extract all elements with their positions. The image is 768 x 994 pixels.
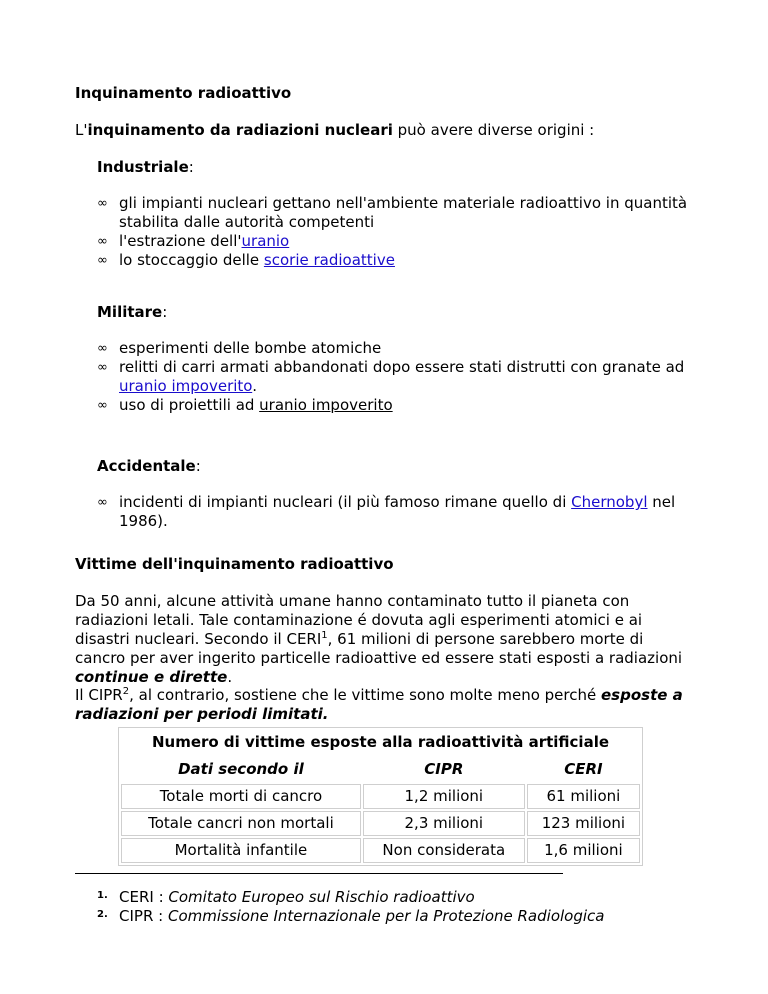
list-item-text: lo stoccaggio delle — [119, 251, 264, 269]
victims-heading: Vittime dell'inquinamento radioattivo — [75, 555, 394, 573]
bullet-icon: ∞ — [97, 398, 108, 413]
list-item — [97, 396, 697, 415]
footnote-sep: : — [153, 888, 169, 906]
list-item — [97, 251, 697, 270]
list-item — [97, 493, 717, 531]
table-cell: 1,6 milioni — [527, 838, 640, 863]
intro-bold: inquinamento da radiazioni nucleari — [87, 121, 393, 139]
footnote-ref-1: 1 — [321, 630, 328, 641]
link-scorie-radioattive[interactable]: scorie radioattive — [263, 251, 395, 269]
table-header-row — [121, 757, 640, 782]
table-header: Dati secondo il — [178, 760, 304, 778]
table-row — [121, 784, 640, 809]
list-accidentale — [97, 493, 717, 531]
table-caption-row — [121, 730, 640, 755]
list-item-text: gli impianti nucleari gettano nell'ambiente materiale radioattivo in quantità stabilita dalle autorità competenti — [119, 194, 688, 231]
footnote-number: 1. — [97, 890, 108, 901]
heading-colon: : — [162, 303, 168, 321]
link-chernobyl[interactable]: Chernobyl — [571, 493, 648, 511]
table-header: CIPR — [424, 760, 464, 778]
paragraph-text: , al contrario, sostiene che le vittime sono molte meno perché — [129, 686, 601, 704]
table-row — [121, 811, 640, 836]
list-item — [97, 339, 697, 358]
list-industriale — [97, 194, 697, 270]
table-cell: 123 milioni — [527, 811, 640, 836]
list-item — [97, 358, 697, 396]
victims-paragraph-2 — [75, 686, 695, 724]
bullet-icon: ∞ — [97, 360, 108, 375]
section-heading-accidentale — [97, 457, 201, 476]
list-item-text: esperimenti delle bombe atomiche — [119, 339, 382, 357]
emphasis-text: esposte a radiazioni per periodi limitati. — [75, 686, 683, 723]
link-uranio-impoverito-2[interactable]: uranio impoverito — [259, 396, 393, 414]
bullet-icon: ∞ — [97, 495, 108, 510]
table-cell: 61 milioni — [527, 784, 640, 809]
section-heading-label: Militare — [97, 303, 163, 321]
heading-colon: : — [188, 158, 194, 176]
bullet-icon: ∞ — [97, 341, 108, 356]
list-item — [97, 194, 697, 232]
section-heading-industriale — [97, 158, 194, 177]
intro-post: può avere diverse origini : — [392, 121, 595, 139]
section-heading-label: Accidentale — [97, 457, 196, 475]
page-title: Inquinamento radioattivo — [75, 84, 292, 102]
footnote-divider — [75, 873, 563, 874]
section-heading-militare — [97, 303, 167, 322]
bullet-icon: ∞ — [97, 253, 108, 268]
table-cell: 1,2 milioni — [363, 784, 525, 809]
bullet-icon: ∞ — [97, 234, 108, 249]
victims-table — [118, 727, 643, 866]
list-item-text: . — [252, 377, 257, 395]
footnote-ref-2: 2 — [122, 686, 130, 697]
section-heading-label: Industriale — [97, 158, 189, 176]
table-cell: Totale morti di cancro — [121, 784, 361, 809]
list-item-text: nel 1986). — [119, 493, 676, 530]
heading-colon: : — [195, 457, 201, 475]
table-row — [121, 838, 640, 863]
list-item-text: relitti di carri armati abbandonati dopo essere stati distrutti con granate ad — [119, 358, 685, 376]
intro-paragraph — [75, 121, 594, 140]
link-uranio-impoverito[interactable]: uranio impoverito — [119, 377, 253, 395]
table-cell: Mortalità infantile — [121, 838, 361, 863]
table-cell: Non considerata — [363, 838, 525, 863]
list-item-text: incidenti di impianti nucleari (il più famoso rimane quello di — [119, 493, 572, 511]
emphasis-text: continue e dirette — [75, 668, 228, 686]
table-caption: Numero di vittime esposte alla radioattività artificiale — [151, 733, 610, 751]
footnote-abbr: CERI — [119, 888, 154, 906]
footnote-text-wrap — [119, 907, 604, 926]
paragraph-text: Il CIPR — [75, 686, 123, 704]
table-cell: Totale cancri non mortali — [121, 811, 361, 836]
bullet-icon: ∞ — [97, 196, 108, 211]
footnote-text: Commissione Internazionale per la Protezione Radiologica — [167, 907, 605, 925]
table-cell: 2,3 milioni — [363, 811, 525, 836]
table-header: CERI — [564, 760, 603, 778]
paragraph-text: Da 50 anni, alcune attività umane hanno contaminato tutto il pianeta con radiazioni letali. Tale contaminazione é dovuta agli esperimenti atomici e ai disastri nucleari. Secondo il CERI — [75, 592, 643, 648]
list-militare — [97, 339, 697, 415]
footnote-abbr: CIPR — [119, 907, 154, 925]
link-uranio[interactable]: uranio — [241, 232, 290, 250]
list-item — [97, 232, 697, 251]
paragraph-text: . — [227, 668, 233, 686]
intro-pre: L' — [75, 121, 88, 139]
victims-paragraph-1 — [75, 592, 695, 687]
footnote-sep: : — [153, 907, 168, 925]
list-item-text: uso di proiettili ad — [119, 396, 260, 414]
paragraph-text: , 61 milioni di persone sarebbero morte di cancro per aver ingerito particelle radioattive ed essere stati esposti a radiazioni — [75, 630, 683, 667]
footnote-text-wrap — [119, 888, 475, 907]
footnote-number: 2. — [97, 909, 108, 920]
footnote-text: Comitato Europeo sul Rischio radioattivo — [168, 888, 475, 906]
list-item-text: l'estrazione dell' — [119, 232, 242, 250]
